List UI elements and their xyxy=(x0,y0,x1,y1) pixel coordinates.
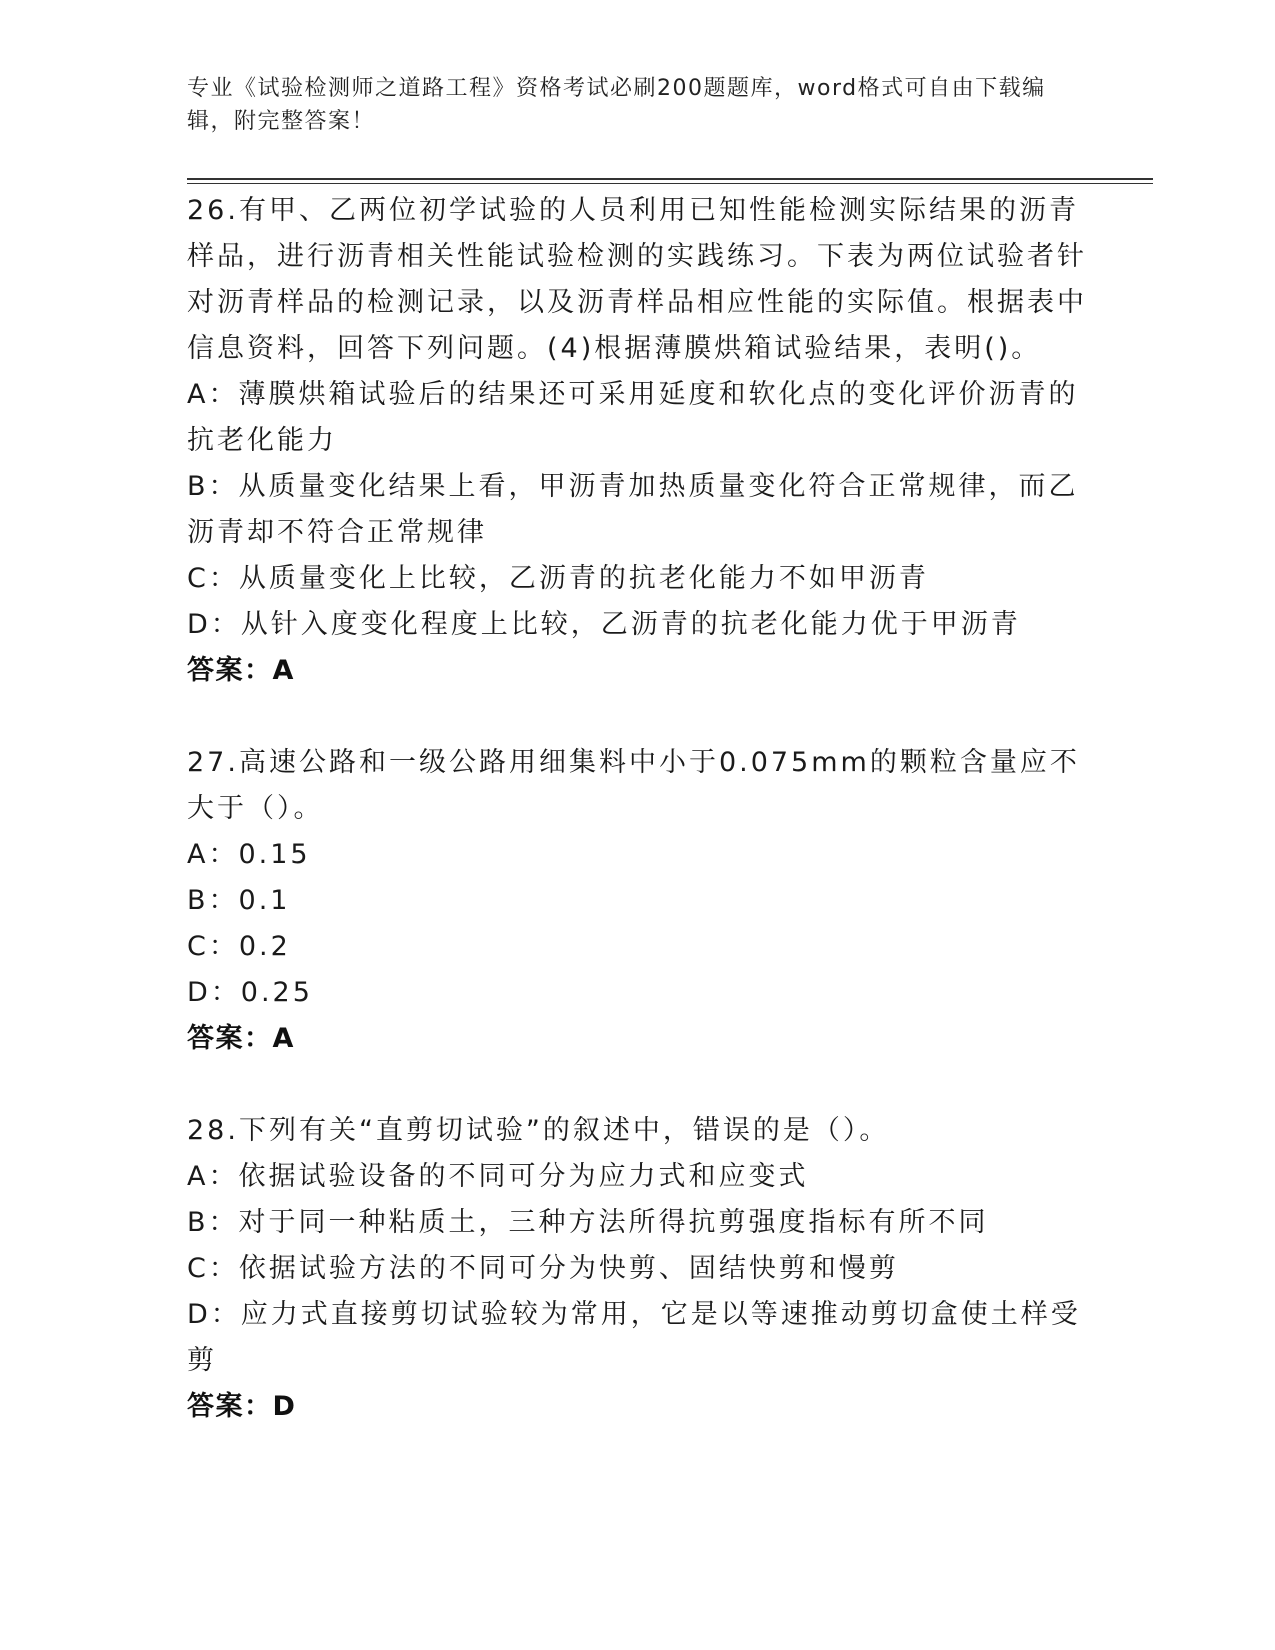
option-b: B：对于同一种粘质土，三种方法所得抗剪强度指标有所不同 xyxy=(187,1207,989,1238)
option-b: B：从质量变化结果上看，甲沥青加热质量变化符合正常规律，而乙沥青却不符合正常规律 xyxy=(187,471,1079,548)
question-28 xyxy=(187,1108,1087,1430)
question-gap xyxy=(187,1062,1087,1108)
question-27 xyxy=(187,740,1087,1062)
option-c: C：0.2 xyxy=(187,931,291,962)
question-gap xyxy=(187,694,1087,740)
option-d: D：应力式直接剪切试验较为常用，它是以等速推动剪切盒使土样受剪 xyxy=(187,1299,1081,1376)
header-rule-thin xyxy=(187,183,1153,184)
option-b: B：0.1 xyxy=(187,885,291,916)
question-26 xyxy=(187,188,1087,694)
answer: 答案：D xyxy=(187,1391,297,1422)
option-c: C：从质量变化上比较，乙沥青的抗老化能力不如甲沥青 xyxy=(187,563,929,594)
option-d: D：从针入度变化程度上比较，乙沥青的抗老化能力优于甲沥青 xyxy=(187,609,1021,640)
question-stem: 28.下列有关“直剪切试验”的叙述中，错误的是（）。 xyxy=(187,1115,890,1146)
option-a: A：薄膜烘箱试验后的结果还可采用延度和软化点的变化评价沥青的抗老化能力 xyxy=(187,379,1079,456)
document-header: 专业《试验检测师之道路工程》资格考试必刷200题题库，word格式可自由下载编辑，附完整答案！ xyxy=(187,76,1046,134)
question-stem: 26.有甲、乙两位初学试验的人员利用已知性能检测实际结果的沥青样品，进行沥青相关性能试验检测的实践练习。下表为两位试验者针对沥青样品的检测记录，以及沥青样品相应性能的实际值。根据表中信息资料，回答下列问题。(4)根据薄膜烘箱试验结果，表明()。 xyxy=(187,195,1087,364)
answer: 答案：A xyxy=(187,655,295,686)
answer: 答案：A xyxy=(187,1023,295,1054)
option-a: A：依据试验设备的不同可分为应力式和应变式 xyxy=(187,1161,809,1192)
question-stem: 27.高速公路和一级公路用细集料中小于0.075mm的颗粒含量应不大于（）。 xyxy=(187,747,1080,824)
option-a: A：0.15 xyxy=(187,839,311,870)
header-rule-thick xyxy=(187,178,1153,180)
question-list xyxy=(187,188,1087,1430)
option-c: C：依据试验方法的不同可分为快剪、固结快剪和慢剪 xyxy=(187,1253,899,1284)
option-d: D：0.25 xyxy=(187,977,313,1008)
